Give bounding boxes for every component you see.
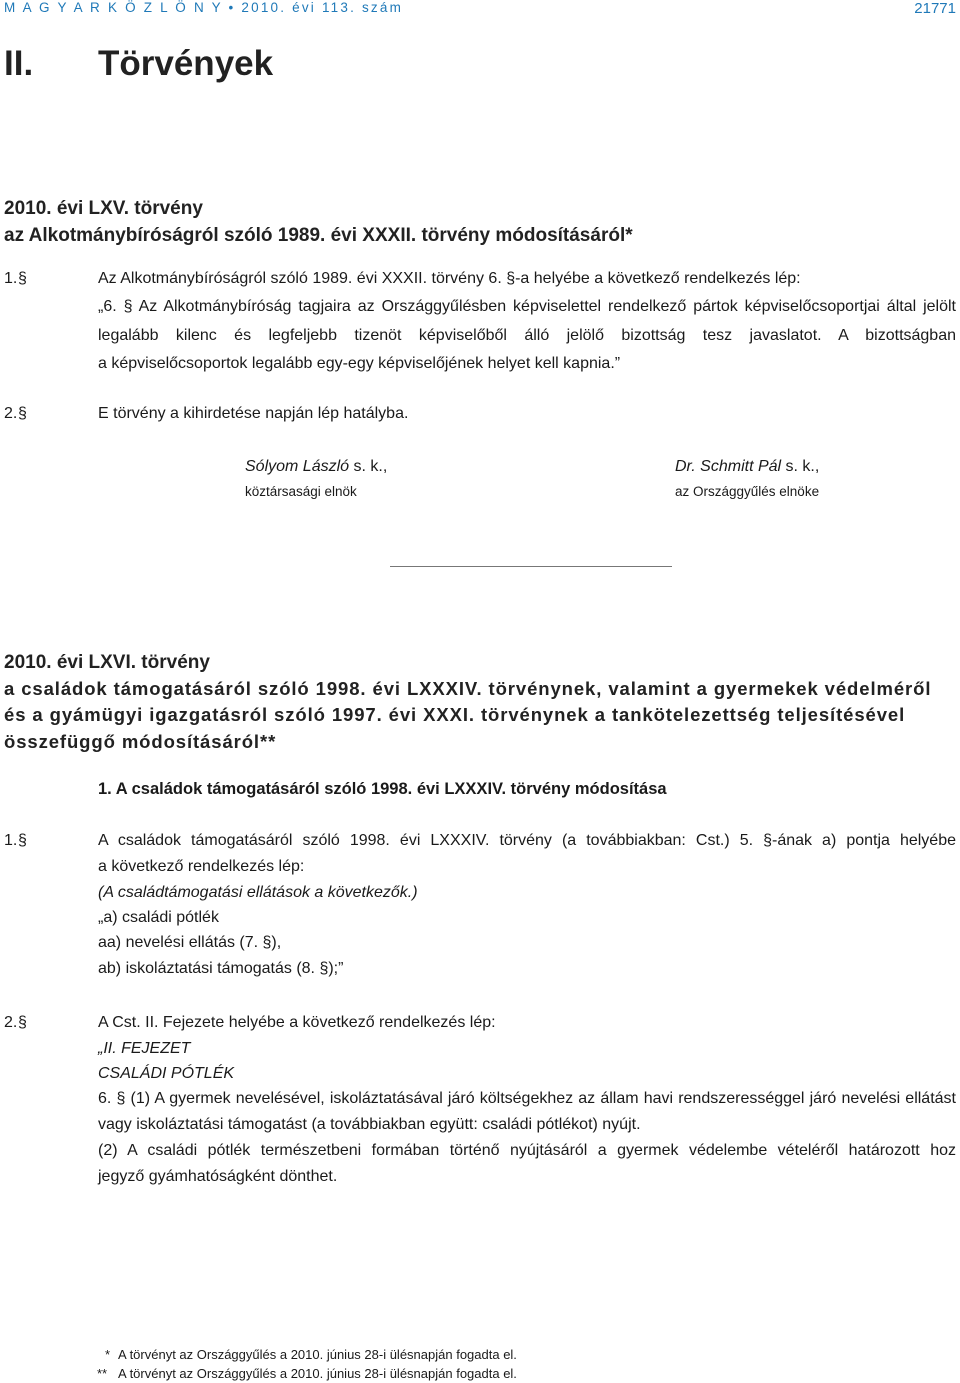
law2-section1-line2: a következő rendelkezés lép: — [98, 858, 305, 875]
law2-section2-number: 2. — [4, 1014, 18, 1031]
footnote-1-mark: * — [105, 1347, 111, 1362]
law1-section2-number: 2. — [4, 405, 18, 422]
signature-right — [675, 458, 819, 476]
signature-right-role: az Országgyűlés elnöke — [675, 484, 820, 499]
law1-section2-sign: § — [18, 405, 27, 422]
law2-section2-line6: (2) A családi pótlék természetbeni formában történő nyújtásáról a gyermek védelembe vételéről határozott hoz — [98, 1142, 956, 1159]
signature-left-role: köztársasági elnök — [245, 484, 357, 499]
law2-subheading: 1. A családok támogatásáról szóló 1998. évi LXXXIV. törvény módosítása — [98, 780, 667, 798]
running-head: M A G Y A R K Ö Z L Ö N Y • 2010. évi 113. szám — [4, 0, 404, 15]
law2-section1-line6: ab) iskoláztatási támogatás (8. §);” — [98, 960, 344, 977]
law1-section1-quote-line1: „6. § Az Alkotmánybíróság tagjaira az Országgyűlésben képviselettel rendelkező pártok képviselőcsoportjai által jelölt — [98, 298, 956, 315]
law2-section1-line4: „a) családi pótlék — [98, 909, 219, 926]
law2-section1-sign: § — [18, 832, 27, 849]
chapter-number: II. — [4, 44, 34, 83]
law1-section1-number: 1. — [4, 270, 18, 287]
footnote-2-mark: ** — [97, 1366, 108, 1381]
signature-right-suffix: s. k., — [781, 458, 820, 475]
law1-section1-text: Az Alkotmánybíróságról szóló 1989. évi XXXII. törvény 6. §-a helyébe a következő rendelkezés lép: — [98, 270, 801, 287]
law2-section2-line3: CSALÁDI PÓTLÉK — [98, 1065, 235, 1082]
law2-section2-sign: § — [18, 1014, 27, 1031]
law2-section2-line5: vagy iskoláztatási támogatást (a továbbiakban együtt: családi pótlékot) nyújt. — [98, 1116, 641, 1133]
law2-title: 2010. évi LXVI. törvény — [4, 652, 210, 673]
signature-left-name: Sólyom László — [245, 458, 350, 475]
separator-rule — [390, 566, 672, 567]
chapter-title: Törvények — [98, 44, 274, 83]
law2-section2-line7: jegyző gyámhatóságként dönthet. — [98, 1168, 338, 1185]
law2-section2-line2: „II. FEJEZET — [98, 1040, 191, 1057]
signature-right-name: Dr. Schmitt Pál — [675, 458, 782, 475]
law2-section2-line4: 6. § (1) A gyermek nevelésével, iskoláztatásával járó költségekhez az állam havi rendszerességgel járó nevelési ellátást — [98, 1090, 956, 1107]
law2-section1-line1: A családok támogatásáról szóló 1998. évi LXXXIV. törvény (a továbbiakban: Cst.) 5. §-ának a) pontja helyébe — [98, 832, 956, 849]
footnote-1-text: A törvényt az Országgyűlés a 2010. június 28-i ülésnapján fogadta el. — [118, 1347, 517, 1362]
law1-section1-sign: § — [18, 270, 27, 287]
signature-left-suffix: s. k., — [349, 458, 388, 475]
law2-subtitle-line2: és a gyámügyi igazgatásról szóló 1997. évi XXXI. törvénynek a tankötelezettség teljesítésével — [4, 704, 906, 725]
signature-left — [245, 458, 387, 476]
law2-subtitle-line1: a családok támogatásáról szóló 1998. évi LXXXIV. törvénynek, valamint a gyermekek védelméről — [4, 678, 932, 699]
law2-section1-line5: aa) nevelési ellátás (7. §), — [98, 934, 282, 951]
law2-section1-number: 1. — [4, 832, 18, 849]
law1-section1-quote-line2: legalább kilenc és legfeljebb tizenöt képviselőből álló jelölő bizottság tesz javaslatot. A bizottságban — [98, 327, 956, 344]
footnote-2-text: A törvényt az Országgyűlés a 2010. június 28-i ülésnapján fogadta el. — [118, 1366, 517, 1381]
law2-subtitle-line3: összefüggő módosításáról** — [4, 731, 277, 752]
law1-title: 2010. évi LXV. törvény — [4, 198, 203, 219]
page-number: 21771 — [914, 0, 956, 17]
law2-section2-line1: A Cst. II. Fejezete helyébe a következő rendelkezés lép: — [98, 1014, 496, 1031]
law1-section1-quote-line3: a képviselőcsoportok legalább egy-egy képviselőjének helyet kell kapnia.” — [98, 355, 621, 372]
law2-section1-line3: (A családtámogatási ellátások a következők.) — [98, 884, 418, 901]
law1-subtitle: az Alkotmánybíróságról szóló 1989. évi XXXII. törvény módosításáról* — [4, 225, 633, 246]
law1-section2-text: E törvény a kihirdetése napján lép hatályba. — [98, 405, 409, 422]
